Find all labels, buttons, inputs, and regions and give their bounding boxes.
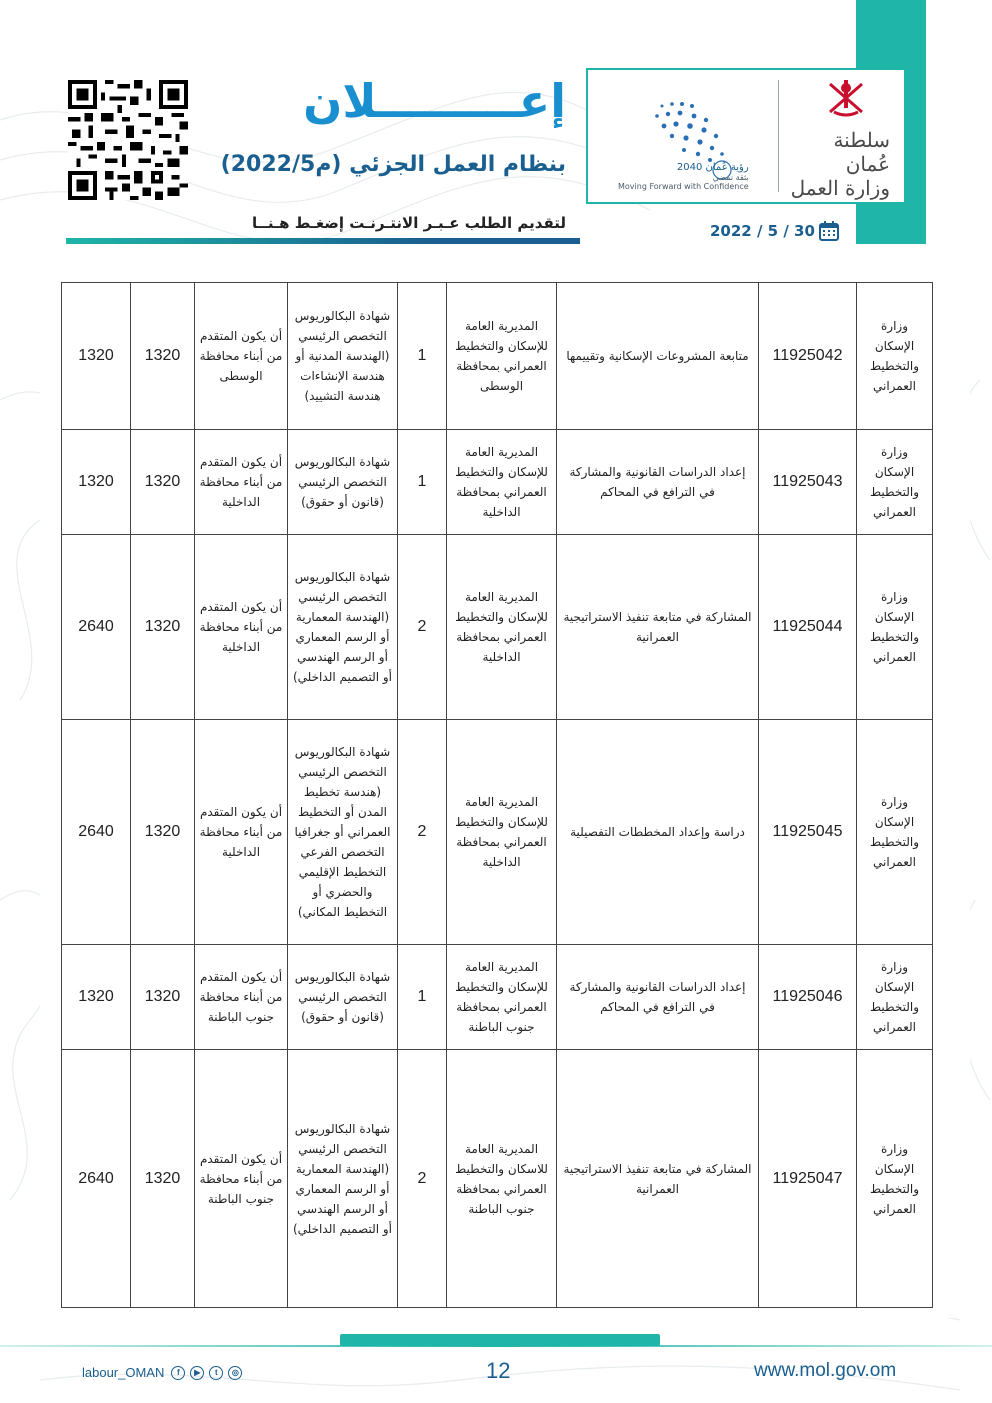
- job-code-cell: 11925044: [759, 535, 857, 720]
- condition-cell: أن يكون المتقدم من أبناء محافظة الداخلية: [195, 535, 288, 720]
- page-title: إعـــــــــلان: [303, 74, 566, 128]
- condition-cell: أن يكون المتقدم من أبناء محافظة الوسطى: [195, 283, 288, 430]
- oman-emblem-icon: [824, 78, 868, 118]
- apply-underline: [66, 238, 580, 244]
- job-title-cell: إعداد الدراسات القانونية والمشاركة في الترافع في المحاكم: [557, 430, 759, 535]
- qr-code-icon[interactable]: [68, 80, 188, 200]
- ministry-cell: وزارة الإسكان والتخطيط العمراني: [857, 283, 933, 430]
- ministry-cell: وزارة الإسكان والتخطيط العمراني: [857, 945, 933, 1050]
- condition-cell: أن يكون المتقدم من أبناء محافظة الداخلية: [195, 430, 288, 535]
- count-cell: 1: [398, 430, 447, 535]
- condition-cell: أن يكون المتقدم من أبناء محافظة جنوب الباطنة: [195, 1050, 288, 1308]
- table-row: [62, 720, 933, 945]
- salary-cell: 1320: [131, 1050, 195, 1308]
- total-cell: 2640: [62, 1050, 131, 1308]
- qualification-cell: شهادة البكالوريوس التخصص الرئيسي (الهندسة المعمارية أو الرسم المعماري أو الرسم الهندسي أو التصميم الداخلي): [288, 1050, 398, 1308]
- salary-cell: 1320: [131, 283, 195, 430]
- social-links: [82, 1365, 242, 1380]
- ministry-name-line1: سلطنة عُمان: [833, 128, 890, 176]
- instagram-icon[interactable]: ◎: [228, 1366, 242, 1380]
- department-cell: المديرية العامة للإسكان والتخطيط العمراني بمحافظة الوسطى: [447, 283, 557, 430]
- count-cell: 2: [398, 1050, 447, 1308]
- job-title-cell: متابعة المشروعات الإسكانية وتقييمها: [557, 283, 759, 430]
- job-code-cell: 11925046: [759, 945, 857, 1050]
- apply-online-link[interactable]: لتقديم الطلب عـبـر الانتـرنـت إضغـط هـنــا: [251, 214, 566, 232]
- table-row: [62, 430, 933, 535]
- total-cell: 2640: [62, 535, 131, 720]
- job-title-cell: المشاركة في متابعة تنفيذ الاستراتيجية العمرانية: [557, 535, 759, 720]
- vision-slogan-en: Moving Forward with Confidence: [618, 182, 749, 191]
- condition-cell: أن يكون المتقدم من أبناء محافظة جنوب الباطنة: [195, 945, 288, 1050]
- count-cell: 1: [398, 945, 447, 1050]
- department-cell: المديرية العامة للإسكان والتخطيط العمراني بمحافظة الداخلية: [447, 720, 557, 945]
- job-title-cell: المشاركة في متابعة تنفيذ الاستراتيجية العمرانية: [557, 1050, 759, 1308]
- twitter-icon[interactable]: t: [209, 1366, 223, 1380]
- total-cell: 1320: [62, 945, 131, 1050]
- qualification-cell: شهادة البكالوريوس التخصص الرئيسي (هندسة تخطيط المدن أو التخطيط العمراني أو جغرافيا التخصص الفرعي التخطيط الإقليمي والحضري أو التخطيط المكاني): [288, 720, 398, 945]
- department-cell: المديرية العامة للإسكان والتخطيط العمراني بمحافظة الداخلية: [447, 535, 557, 720]
- qualification-cell: شهادة البكالوريوس التخصص الرئيسي (قانون أو حقوق): [288, 945, 398, 1050]
- date-text: 2022 / 5 / 30: [710, 222, 815, 240]
- qualification-cell: شهادة البكالوريوس التخصص الرئيسي (قانون أو حقوق): [288, 430, 398, 535]
- ministry-name-line2: وزارة العمل: [790, 176, 890, 200]
- count-cell: 2: [398, 720, 447, 945]
- jobs-table: [61, 282, 933, 1308]
- salary-cell: 1320: [131, 430, 195, 535]
- qualification-cell: شهادة البكالوريوس التخصص الرئيسي (الهندسة المعمارية أو الرسم المعماري أو الرسم الهندسي أو التصميم الداخلي): [288, 535, 398, 720]
- vision-text: [618, 162, 749, 191]
- ministry-cell: وزارة الإسكان والتخطيط العمراني: [857, 430, 933, 535]
- department-cell: المديرية العامة للإسكان والتخطيط العمراني بمحافظة جنوب الباطنة: [447, 945, 557, 1050]
- job-title-cell: دراسة وإعداد المخططات التفصيلية: [557, 720, 759, 945]
- announcement-date: [710, 221, 839, 241]
- social-handle[interactable]: labour_OMAN: [82, 1365, 165, 1380]
- job-code-cell: 11925043: [759, 430, 857, 535]
- table-row: [62, 283, 933, 430]
- ministry-logo-box: [586, 68, 906, 204]
- table-row: [62, 945, 933, 1050]
- logo-divider: [778, 80, 779, 192]
- department-cell: المديرية العامة للاسكان والتخطيط العمراني بمحافظة جنوب الباطنة: [447, 1050, 557, 1308]
- ministry-cell: وزارة الإسكان والتخطيط العمراني: [857, 1050, 933, 1308]
- qualification-cell: شهادة البكالوريوس التخصص الرئيسي (الهندسة المدنية أو هندسة الإنشاءات هندسة التشييد): [288, 283, 398, 430]
- department-cell: المديرية العامة للإسكان والتخطيط العمراني بمحافظة الداخلية: [447, 430, 557, 535]
- job-code-cell: 11925045: [759, 720, 857, 945]
- ministry-cell: وزارة الإسكان والتخطيط العمراني: [857, 720, 933, 945]
- salary-cell: 1320: [131, 945, 195, 1050]
- job-title-cell: إعداد الدراسات القانونية والمشاركة في الترافع في المحاكم: [557, 945, 759, 1050]
- salary-cell: 1320: [131, 720, 195, 945]
- vision-label: رؤية عُمان 2040: [676, 162, 749, 173]
- total-cell: 1320: [62, 283, 131, 430]
- count-cell: 2: [398, 535, 447, 720]
- ministry-name: [790, 128, 890, 200]
- website-link[interactable]: www.mol.gov.om: [754, 1360, 897, 1381]
- job-code-cell: 11925047: [759, 1050, 857, 1308]
- job-code-cell: 11925042: [759, 283, 857, 430]
- condition-cell: أن يكون المتقدم من أبناء محافظة الداخلية: [195, 720, 288, 945]
- total-cell: 2640: [62, 720, 131, 945]
- youtube-icon[interactable]: ▶: [190, 1366, 204, 1380]
- salary-cell: 1320: [131, 535, 195, 720]
- table-row: [62, 535, 933, 720]
- vision-slogan-ar: بثقة نمضي: [712, 173, 749, 182]
- footer-accent-tab: [340, 1334, 660, 1346]
- calendar-icon: [819, 221, 839, 241]
- ministry-cell: وزارة الإسكان والتخطيط العمراني: [857, 535, 933, 720]
- page-subtitle: بنظام العمل الجزئي (م2022/5): [220, 152, 566, 177]
- total-cell: 1320: [62, 430, 131, 535]
- count-cell: 1: [398, 283, 447, 430]
- facebook-icon[interactable]: f: [171, 1366, 185, 1380]
- table-row: [62, 1050, 933, 1308]
- page-number: 12: [486, 1358, 511, 1383]
